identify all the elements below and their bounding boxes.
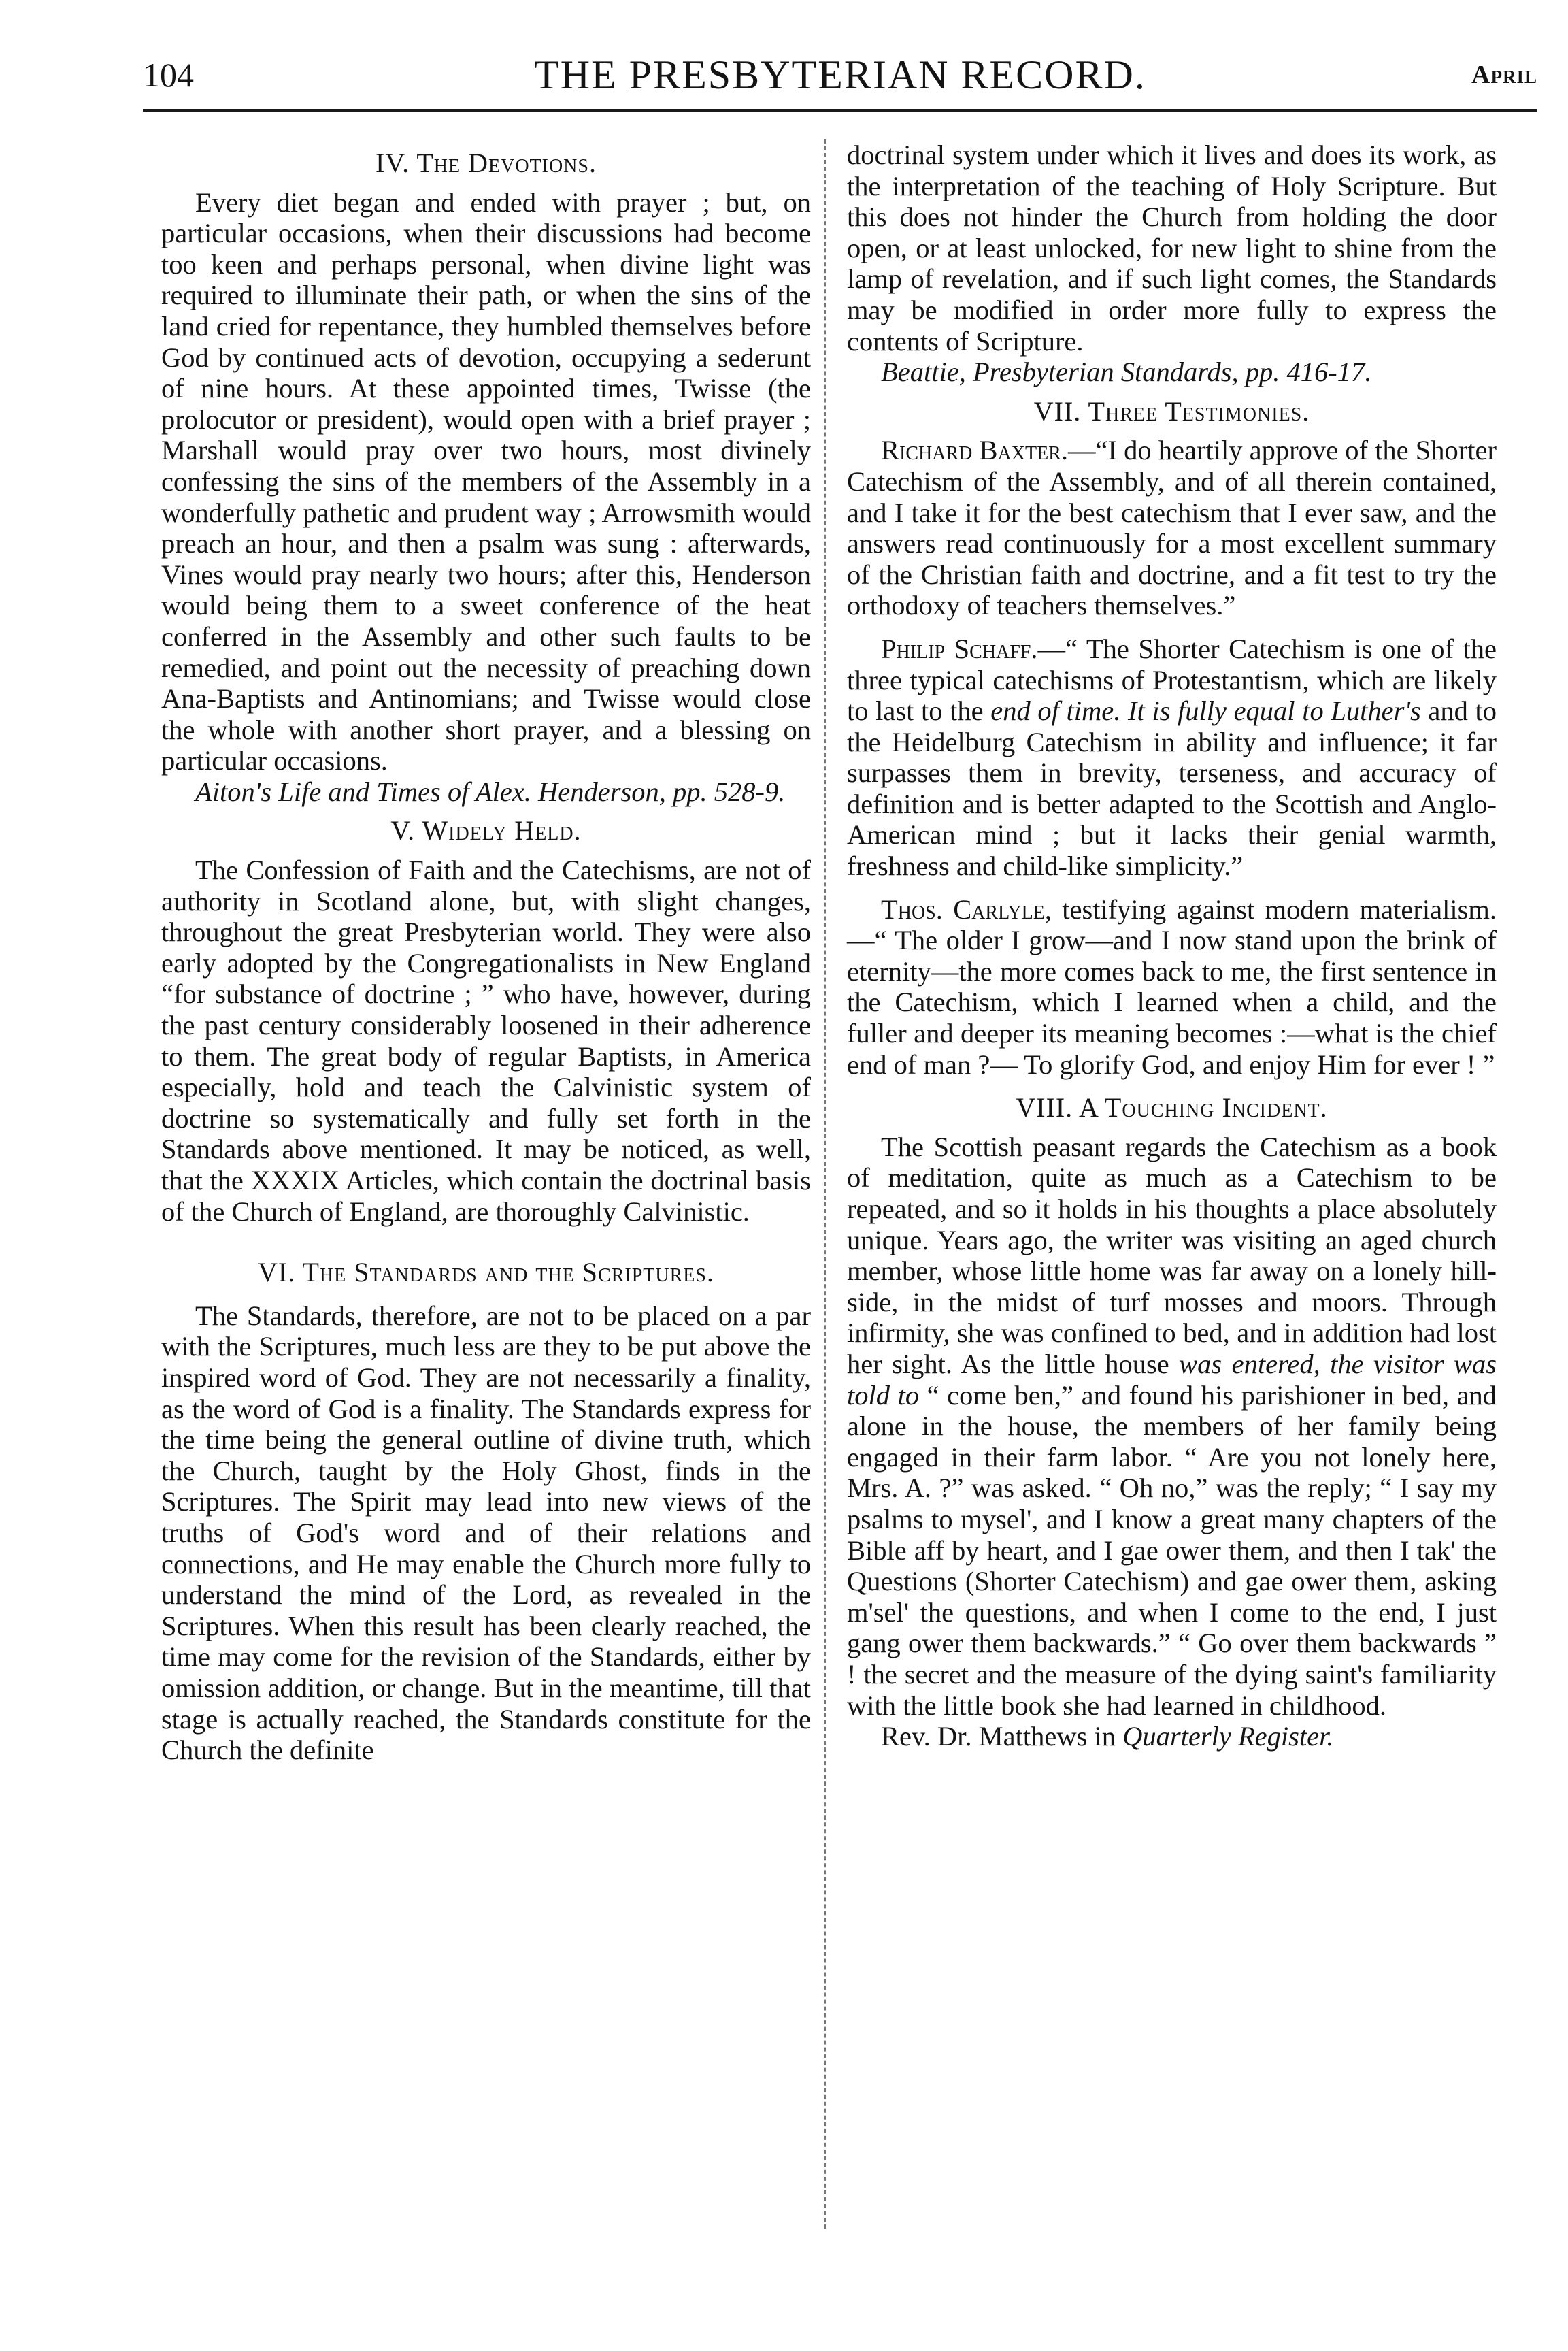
section-devotions — [161, 148, 811, 807]
section-standards-and-scriptures — [161, 1257, 811, 1766]
running-head — [143, 41, 1537, 112]
right-column — [847, 139, 1497, 1752]
body-text: “ come ben,” and found his parishioner in bed, and alone in the house, the members of her family being engaged in their farm labor. “ Are you not lonely here, Mrs. A. ?” was asked. “ Oh no,” was the reply; “ I say my psalms to mysel', and I know a great many chapters of the Bible aff by heart, and I gae ower them, and then I tak' the Questions (Shorter Catechism) and gae ower them, asking m'sel' the questions, and when I come to the end, I just gang ower them backwards.” “ Go over them backwards ” ! the secret and the measure of the dying saint's familiarity with the little book she had learned in childhood. — [847, 1379, 1497, 1721]
section-body — [847, 1132, 1497, 1721]
section-continuation — [847, 139, 1497, 388]
attribution-source: Quarterly Register. — [1122, 1721, 1334, 1752]
testimony-text: and to the Heidelburg Catechism in ability and influence; it far surpasses them in brevity, terseness, and accuracy of definition and is better adapted to the Scottish and Anglo-American mind ; but it lacks their genial warmth, freshness and child-like simplicity.” — [847, 695, 1497, 882]
section-heading: IV. The Devotions. — [376, 148, 597, 178]
section-widely-held — [161, 815, 811, 1227]
column-divider — [824, 139, 826, 2229]
section-touching-incident — [847, 1092, 1497, 1752]
left-column — [161, 139, 811, 1766]
section-three-testimonies — [847, 396, 1497, 1080]
testimony-author: Thos. Carlyle, — [881, 893, 1052, 925]
testimony-author: Richard Baxter. — [881, 435, 1068, 466]
section-body: The Standards, therefore, are not to be placed on a par with the Scriptures, much less are they to be put above the inspired word of God. They are not necessarily a finality, as the word of God is a finality. The Standards express for the time being the general outline of divine truth, which the Church, taught by the Holy Ghost, finds in the Scriptures. The Spirit may lead into new views of the truths of God's word and of their relations and connections, and He may enable the Church more fully to understand the mind of the Lord, as revealed in the Scriptures. When this result has been clearly reached, the time may come for the revision of the Standards, either by omission addition, or change. But in the meantime, till that stage is actually reached, the Standards constitute for the Church the definite — [161, 1300, 811, 1766]
testimony-schaff — [847, 634, 1497, 882]
testimony-text-italic: end of time. It is fully equal to Luther's — [990, 695, 1421, 727]
citation: Beattie, Presbyterian Standards, pp. 416-17. — [881, 357, 1372, 388]
section-heading: VIII. A Touching Incident. — [1016, 1092, 1328, 1123]
body-text-italic: was entered, the visitor was told to — [847, 1348, 1497, 1411]
testimony-carlyle — [847, 894, 1497, 1081]
attribution-prefix: Rev. Dr. Matthews in — [881, 1721, 1123, 1752]
testimony-baxter — [847, 435, 1497, 621]
body-text: The Scottish peasant regards the Catechism as a book of meditation, quite as much as a Catechism to be repeated, and so it holds in his thoughts a place absolutely unique. Years ago, the writer was visiting an aged church member, whose little home was far away on a lonely hill-side, in the midst of turf mosses and moors. Through infirmity, she was confined to bed, and in addition had lost her sight. As the little house — [847, 1131, 1497, 1379]
section-body: Every diet began and ended with prayer ; but, on particular occasions, when their discussions had become too keen and perhaps personal, when divine light was required to illuminate their path, or when the sins of the land cried for repentance, they humbled themselves before God by continued acts of devotion, occupying a sederunt of nine hours. At these appointed times, Twisse (the prolocutor or president), would open with a brief prayer ; Marshall would pray over two hours, most divinely confessing the sins of the members of the Assembly in a wonderfully pathetic and prudent way ; Arrowsmith would preach an hour, and then a psalm was sung : afterwards, Vines would pray nearly two hours; after this, Henderson would being them to a sweet conference of the heat conferred in the Assembly and other such faults to be remedied, and point out the necessity of preaching down Ana-Baptists and Antinomians; and Twisse would close the whole with another short prayer, and a blessing on particular occasions. — [161, 186, 811, 776]
section-heading: VII. Three Testimonies. — [1033, 395, 1310, 427]
testimony-text: —“ The Shorter Catechism is one of the three typical catechisms of Protestantism, which are likely to last to the — [847, 633, 1497, 727]
testimony-text: —“I do heartily approve of the Shorter Catechism of the Assembly, and of all therein contained, and I take it for the best catechism that I ever saw, and the answers read continuously for a most excellent summary of the Christian faith and doctrine, and a fit test to try the orthodoxy of teachers themselves.” — [847, 435, 1497, 621]
testimony-text: testifying against modern materialism.—“ The older I grow—and I now stand upon the brink of eternity—the more comes back to me, the first sentence in the Catechism, which I learned when a child, and the fuller and deeper its meaning becomes :—what is the chief end of man ?— To glorify God, and enjoy Him for ever ! ” — [847, 893, 1497, 1080]
journal-title: THE PRESBYTERIAN RECORD. — [534, 52, 1146, 97]
attribution — [847, 1721, 1497, 1752]
section-body: The Confession of Faith and the Catechisms, are not of authority in Scotland alone, but, with slight changes, throughout the great Presbyterian world. They were also early adopted by the Congregationalists in New England “for substance of doctrine ; ” who have, however, during the past century considerably loosened in their adherence to them. The great body of regular Baptists, in America especially, hold and teach the Calvinistic system of doctrine so systematically and fully set forth in the Standards above mentioned. It may be noticed, as well, that the XXXIX Articles, which contain the doctrinal basis of the Church of England, are thoroughly Calvinistic. — [161, 855, 811, 1227]
issue-month: April — [1471, 61, 1537, 89]
citation: Aiton's Life and Times of Alex. Henderson, pp. 528-9. — [195, 776, 786, 807]
page-number: 104 — [143, 56, 194, 94]
section-heading: V. Widely Held. — [390, 815, 582, 846]
section-heading: VI. The Standards and the Scriptures. — [258, 1257, 714, 1288]
section-body: doctrinal system under which it lives and does its work, as the interpretation of the teaching of Holy Scripture. But this does not hinder the Church from holding the door open, or at least unlocked, for new light to shine from the lamp of revelation, and if such light comes, the Standards may be modified in order more fully to express the contents of Scripture. — [847, 139, 1497, 357]
testimony-author: Philip Schaff. — [881, 633, 1038, 664]
